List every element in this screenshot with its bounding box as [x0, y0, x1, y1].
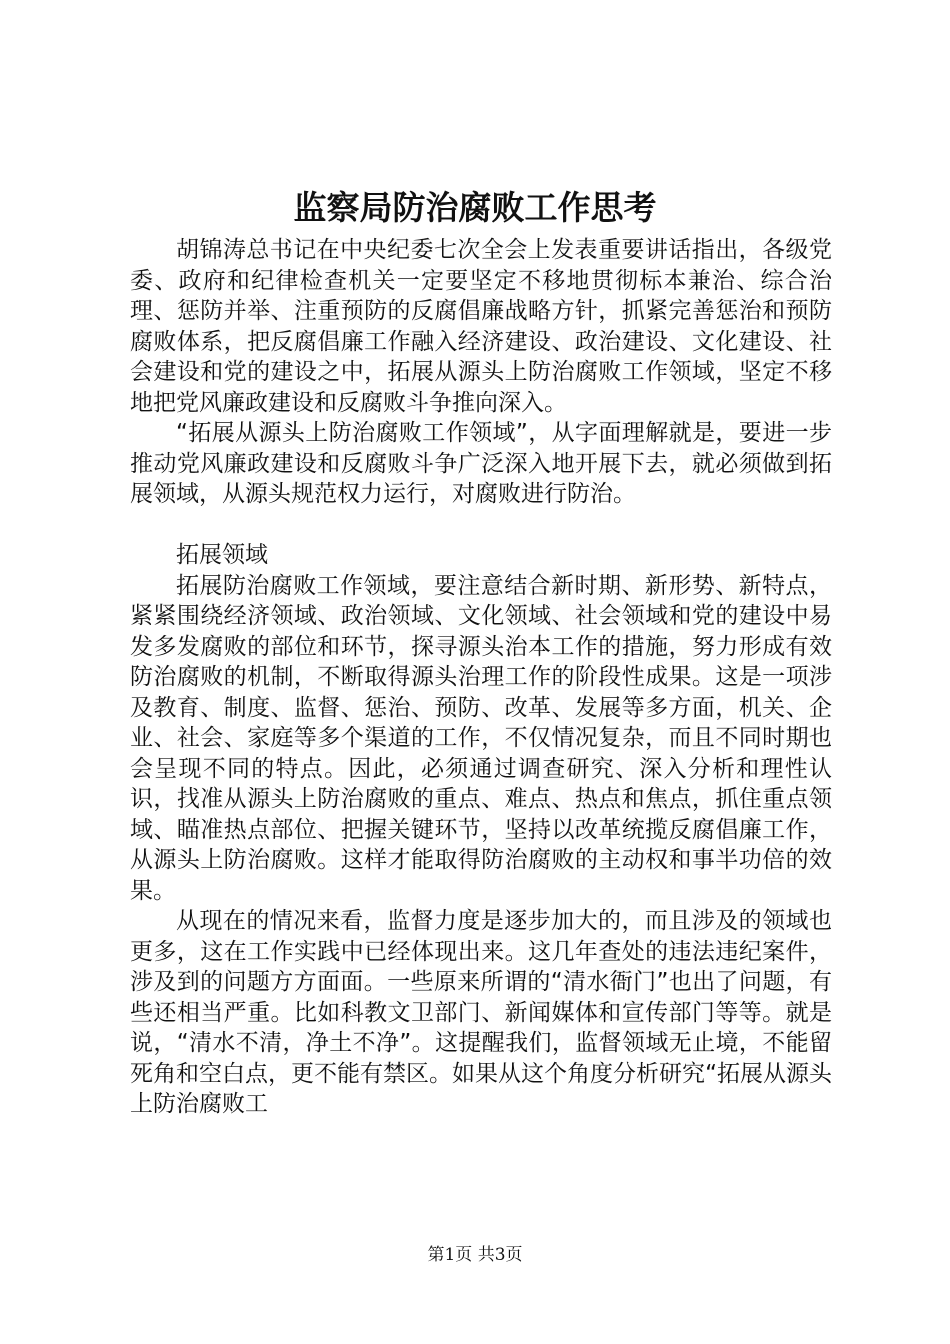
- section-paragraph-2: 从现在的情况来看，监督力度是逐步加大的，而且涉及的领域也更多，这在工作实践中已经体现出来。这几年查处的违法违纪案件，涉及到的问题方方面面。一些原来所谓的“清水衙门”也出了问题，有些还相当严重。比如科教文卫部门、新闻媒体和宣传部门等等。就是说，“清水不清，净土不净”。这提醒我们，监督领域无止境，不能留死角和空白点，更不能有禁区。如果从这个角度分析研究“拓展从源头上防治腐败工: [130, 908, 832, 1117]
- paragraph-spacer: [130, 510, 832, 541]
- paragraph-2: “拓展从源头上防治腐败工作领域”，从字面理解就是，要进一步推动党风廉政建设和反腐败斗争广泛深入地开展下去，就必须做到拓展领域，从源头规范权力运行，对腐败进行防治。: [130, 420, 832, 507]
- section-paragraph-1: 拓展防治腐败工作领域，要注意结合新时期、新形势、新特点，紧紧围绕经济领域、政治领域、文化领域、社会领域和党的建设中易发多发腐败的部位和环节，探寻源头治本工作的措施，努力形成有效防治腐败的机制，不断取得源头治理工作的阶段性成果。这是一项涉及教育、制度、监督、惩治、预防、改革、发展等多方面，机关、企业、社会、家庭等多个渠道的工作，不仅情况复杂，而且不同时期也会呈现不同的特点。因此，必须通过调查研究、深入分析和理性认识，找准从源头上防治腐败的重点、难点、热点和焦点，抓住重点领域、瞄准热点部位、把握关键环节，坚持以改革统揽反腐倡廉工作，从源头上防治腐败。这样才能取得防治腐败的主动权和事半功倍的效果。: [130, 572, 832, 904]
- page-footer: 第1页 共3页: [427, 1245, 523, 1265]
- document-body: [130, 235, 832, 1120]
- section-heading: 拓展领域: [176, 542, 268, 568]
- document-title: 监察局防治腐败工作思考: [293, 188, 657, 227]
- paragraph-1: 胡锦涛总书记在中央纪委七次全会上发表重要讲话指出，各级党委、政府和纪律检查机关一定要坚定不移地贯彻标本兼治、综合治理、惩防并举、注重预防的反腐倡廉战略方针，抓紧完善惩治和预防腐败体系，把反腐倡廉工作融入经济建设、政治建设、文化建设、社会建设和党的建设之中，拓展从源头上防治腐败工作领域，坚定不移地把党风廉政建设和反腐败斗争推向深入。: [130, 237, 832, 416]
